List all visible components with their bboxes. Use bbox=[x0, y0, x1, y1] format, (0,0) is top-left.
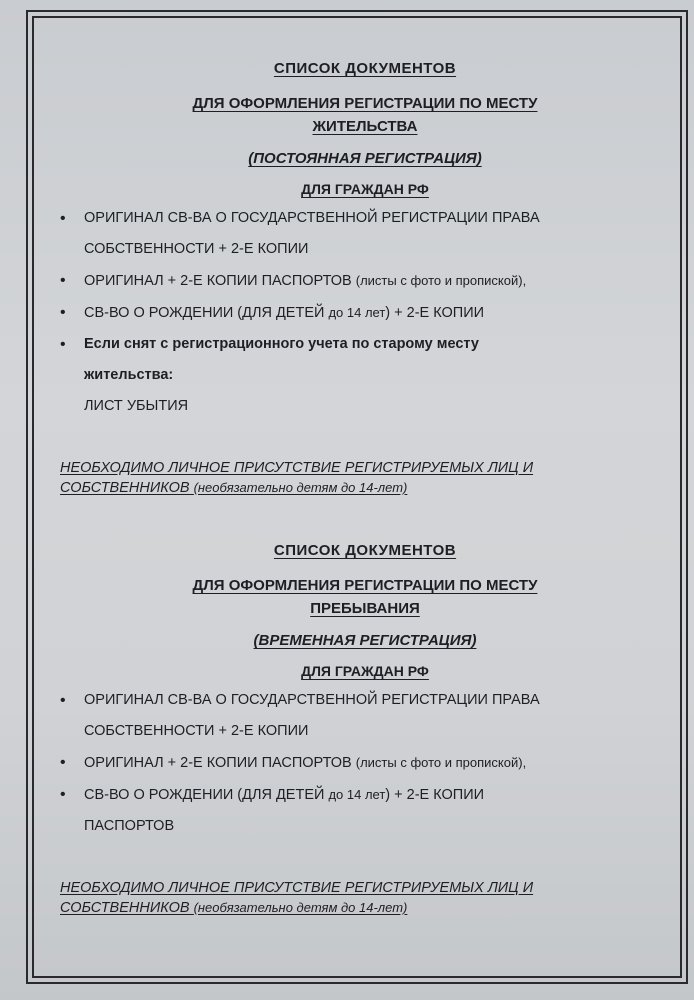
item-text: ОРИГИНАЛ + 2-Е КОПИИ ПАСПОРТОВ bbox=[84, 755, 356, 771]
note-line: СОБСТВЕННИКОВ bbox=[60, 900, 194, 916]
item-text: ) + 2-Е КОПИИ bbox=[385, 305, 485, 321]
section-subtitle bbox=[60, 92, 670, 138]
subtitle-line: ПРЕБЫВАНИЯ bbox=[310, 600, 420, 617]
item-text: ОРИГИНАЛ + 2-Е КОПИИ ПАСПОРТОВ bbox=[84, 273, 356, 289]
bullet-icon: • bbox=[60, 692, 66, 709]
list-item bbox=[60, 203, 670, 265]
note-line: СОБСТВЕННИКОВ bbox=[60, 480, 194, 496]
subtitle-line: ЖИТЕЛЬСТВА bbox=[312, 118, 418, 135]
document-list bbox=[60, 685, 670, 842]
registration-type: (ВРЕМЕННАЯ РЕГИСТРАЦИЯ) bbox=[253, 632, 477, 649]
document-list bbox=[60, 203, 670, 422]
item-text: ОРИГИНАЛ СВ-ВА О ГОСУДАРСТВЕННОЙ РЕГИСТРАЦИИ ПРАВА bbox=[84, 692, 540, 708]
bullet-icon: • bbox=[60, 210, 66, 227]
item-text: СВ-ВО О РОЖДЕНИИ (ДЛЯ ДЕТЕЙ bbox=[84, 305, 329, 321]
item-text: ОРИГИНАЛ СВ-ВА О ГОСУДАРСТВЕННОЙ РЕГИСТРАЦИИ ПРАВА bbox=[84, 210, 540, 226]
document-content bbox=[60, 44, 670, 918]
list-item bbox=[60, 265, 670, 297]
bullet-icon: • bbox=[60, 754, 66, 771]
section-title: СПИСОК ДОКУМЕНТОВ bbox=[273, 542, 457, 559]
bullet-icon: • bbox=[60, 272, 66, 289]
section-title: СПИСОК ДОКУМЕНТОВ bbox=[273, 60, 457, 77]
note-line: (необязательно детям до 14-лет) bbox=[193, 900, 408, 915]
list-item bbox=[60, 685, 670, 747]
item-text: жительства: bbox=[84, 367, 174, 383]
note-line: (необязательно детям до 14-лет) bbox=[193, 480, 408, 495]
item-text: Если снят с регистрационного учета по старому месту bbox=[84, 336, 479, 352]
note-line: НЕОБХОДИМО ЛИЧНОЕ ПРИСУТСТВИЕ РЕГИСТРИРУЕМЫХ ЛИЦ И bbox=[60, 460, 534, 476]
item-text: СОБСТВЕННОСТИ + 2-Е КОПИИ bbox=[84, 241, 309, 257]
list-item bbox=[60, 747, 670, 779]
item-text: СВ-ВО О РОЖДЕНИИ (ДЛЯ ДЕТЕЙ bbox=[84, 787, 329, 803]
item-note: (листы с фото и пропиской), bbox=[355, 755, 527, 770]
note-line: НЕОБХОДИМО ЛИЧНОЕ ПРИСУТСТВИЕ РЕГИСТРИРУЕМЫХ ЛИЦ И bbox=[60, 880, 534, 896]
bullet-icon: • bbox=[60, 336, 66, 353]
section-temporary-registration bbox=[60, 540, 670, 918]
bullet-icon: • bbox=[60, 304, 66, 321]
item-text: ) + 2-Е КОПИИ bbox=[385, 787, 485, 803]
item-text: ПАСПОРТОВ bbox=[84, 818, 175, 834]
item-note: (листы с фото и пропиской), bbox=[355, 273, 527, 288]
item-note: до 14 лет bbox=[328, 787, 386, 802]
subtitle-line: ДЛЯ ОФОРМЛЕНИЯ РЕГИСТРАЦИИ ПО МЕСТУ bbox=[192, 577, 538, 594]
section-subtitle bbox=[60, 574, 670, 620]
for-citizens-heading: ДЛЯ ГРАЖДАН РФ bbox=[301, 181, 429, 197]
presence-note bbox=[60, 458, 670, 498]
registration-type: (ПОСТОЯННАЯ РЕГИСТРАЦИЯ) bbox=[248, 150, 482, 167]
subtitle-line: ДЛЯ ОФОРМЛЕНИЯ РЕГИСТРАЦИИ ПО МЕСТУ bbox=[192, 95, 538, 112]
bullet-icon: • bbox=[60, 786, 66, 803]
presence-note bbox=[60, 878, 670, 918]
for-citizens-heading: ДЛЯ ГРАЖДАН РФ bbox=[301, 663, 429, 679]
section-permanent-registration bbox=[60, 58, 670, 498]
list-item bbox=[60, 779, 670, 842]
list-item bbox=[60, 329, 670, 422]
item-text: ЛИСТ УБЫТИЯ bbox=[84, 398, 189, 414]
list-item bbox=[60, 297, 670, 329]
item-text: СОБСТВЕННОСТИ + 2-Е КОПИИ bbox=[84, 723, 309, 739]
item-note: до 14 лет bbox=[328, 305, 386, 320]
